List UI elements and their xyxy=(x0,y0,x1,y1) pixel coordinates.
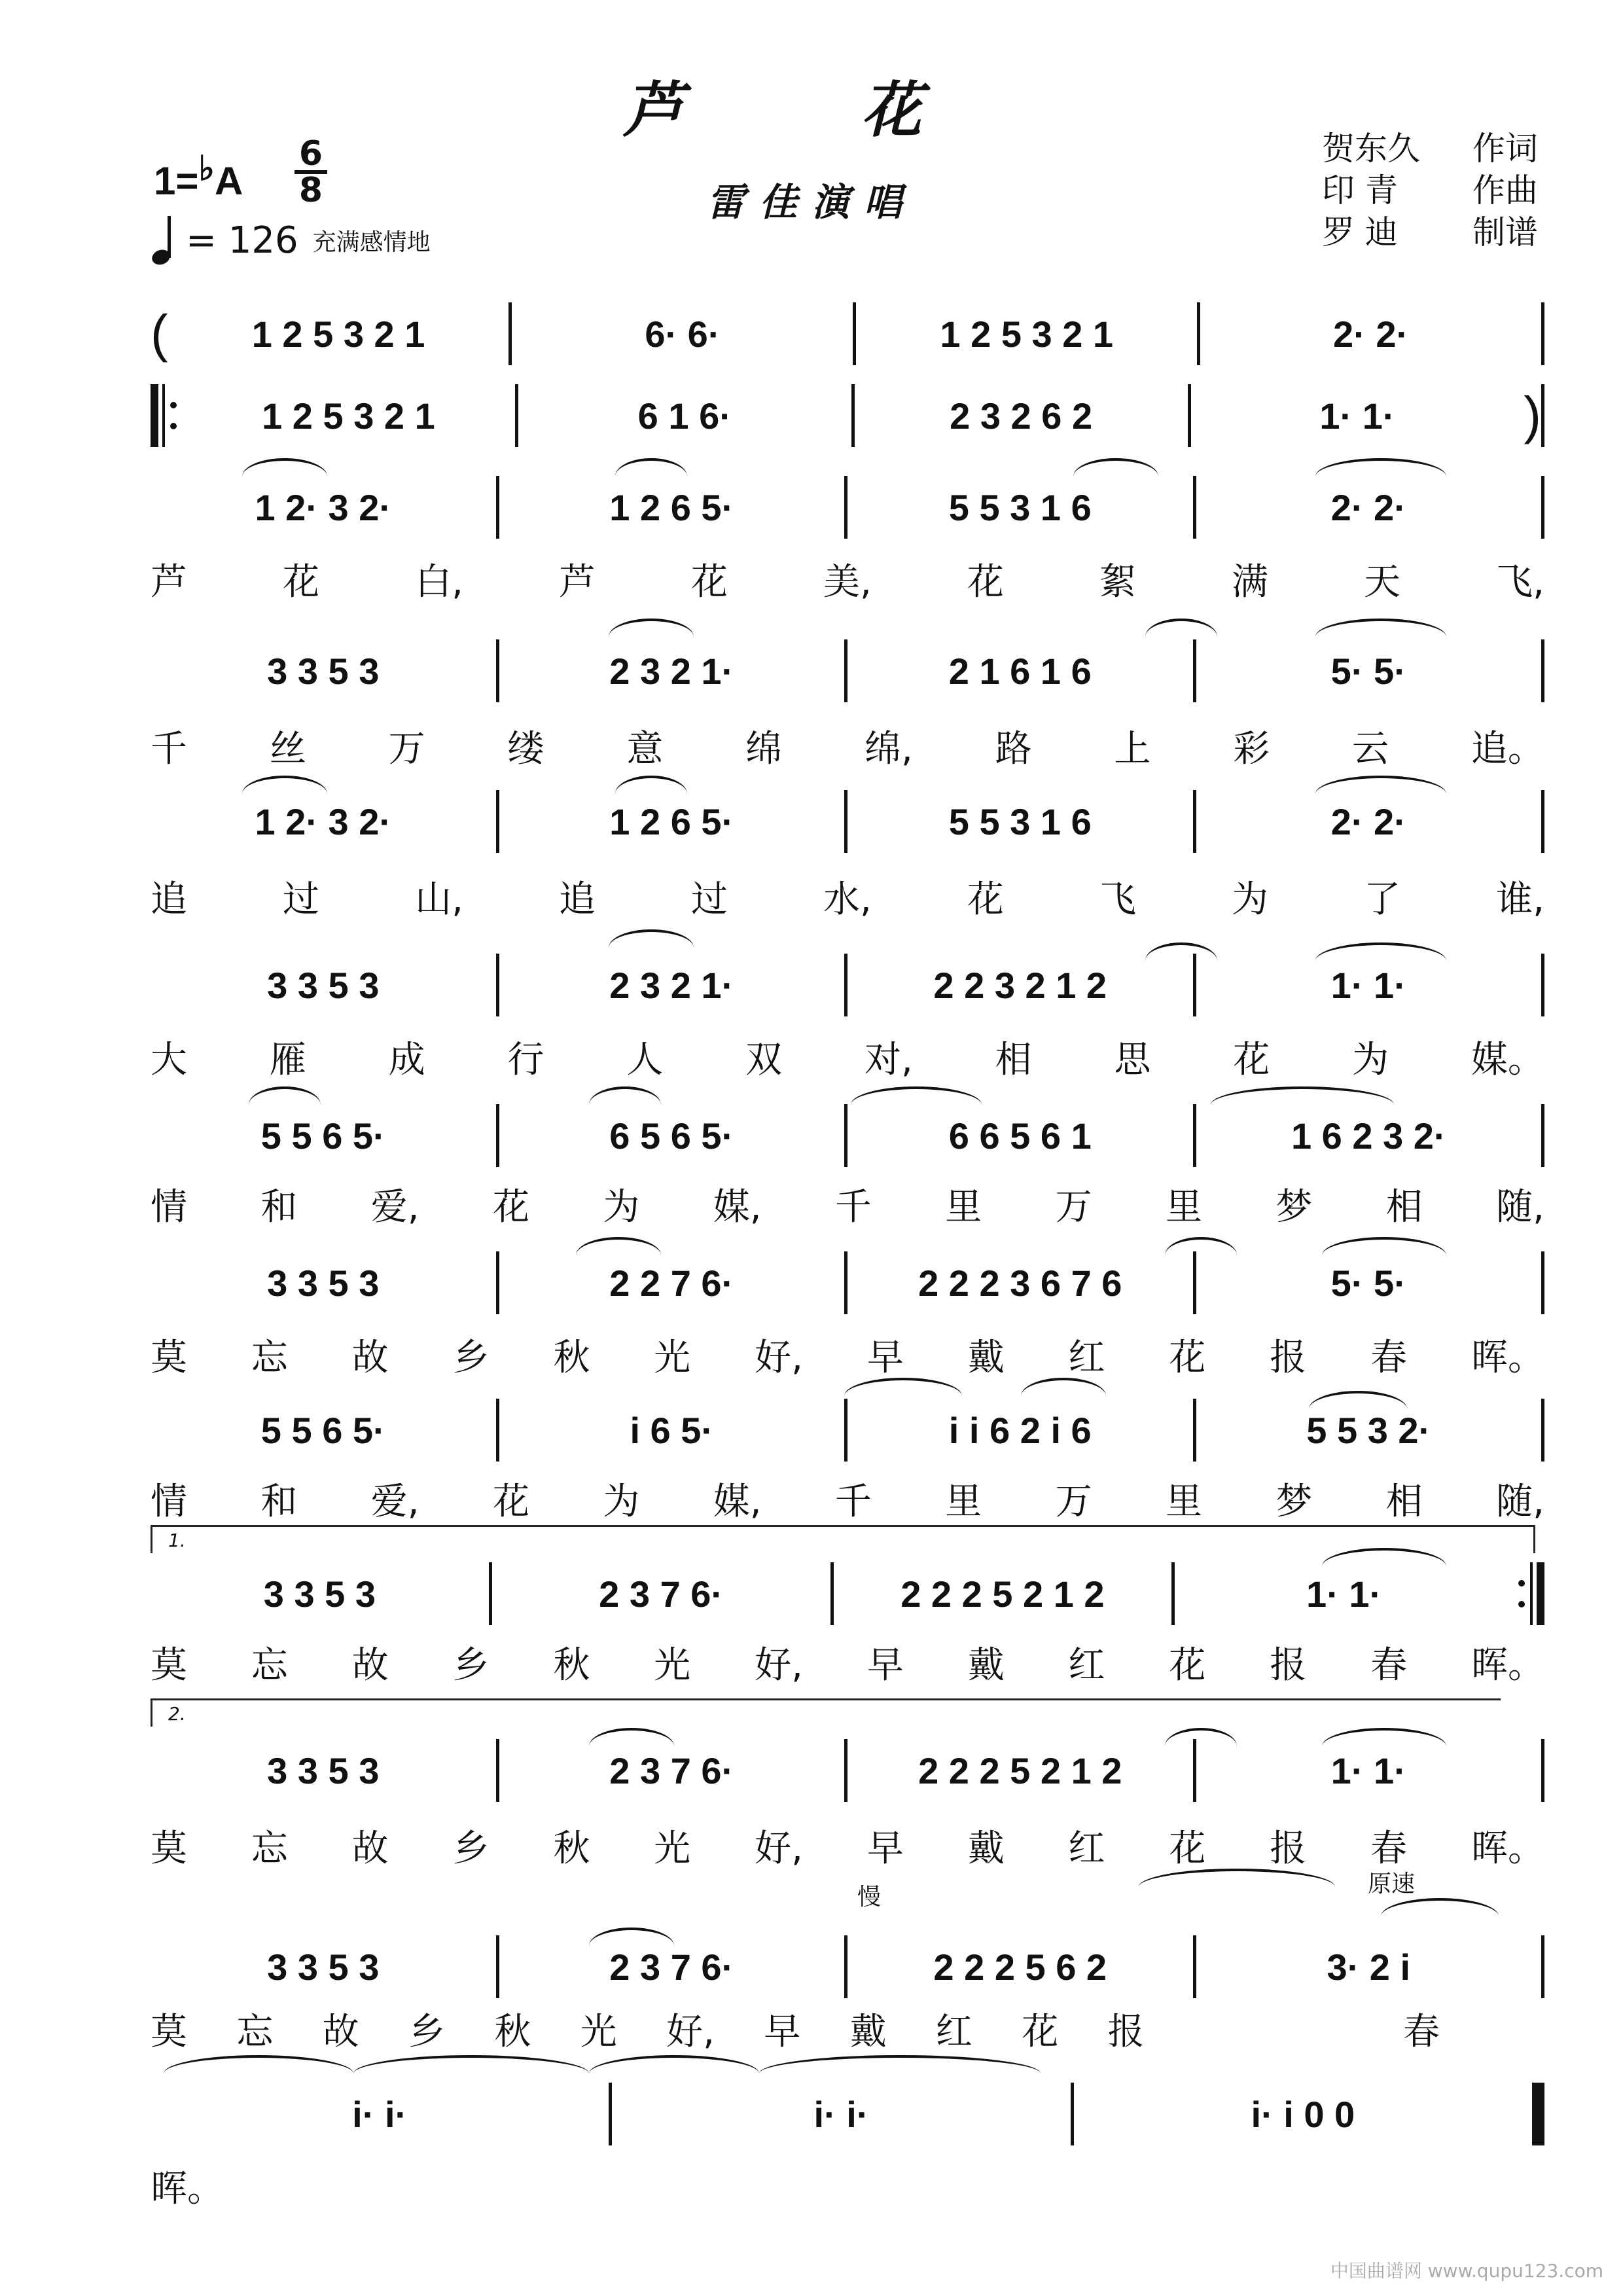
measure: 1 6 2 3 2· xyxy=(1291,1115,1446,1157)
system-10 xyxy=(151,1558,1544,1630)
measure: 2· 2· xyxy=(1330,486,1406,528)
lyrics-line: 莫 忘 故 乡 秋 光 好, 早 戴 红 花 报 春 晖。 xyxy=(151,1644,1544,1687)
measure: 2· 2· xyxy=(1330,800,1406,842)
measure: i· i 0 0 xyxy=(1251,2093,1355,2135)
measure: i· i· xyxy=(352,2093,408,2135)
system-3 xyxy=(151,471,1544,543)
lyrics-line: 莫 忘 故 乡 秋 光 好, 早 戴 红 花 报 春 xyxy=(151,2011,1440,2053)
system-5 xyxy=(151,785,1544,857)
repeat-start-sign xyxy=(151,384,182,447)
measure: 1· 1· xyxy=(1319,395,1395,437)
measure: i i 6 2 i 6 xyxy=(948,1409,1092,1451)
final-barline xyxy=(1532,2083,1544,2145)
lyrics-line: 情 和 爱, 花 为 媒, 千 里 万 里 梦 相 随, xyxy=(151,1480,1544,1523)
measure: 6 1 6· xyxy=(637,395,732,437)
repeat-end-sign xyxy=(1513,1562,1544,1625)
measure: 2 3 2 1· xyxy=(609,964,734,1006)
measure: 2 3 7 6· xyxy=(609,1749,734,1791)
measure: 2 3 2 1· xyxy=(609,650,734,692)
measure: 3 3 5 3 xyxy=(267,1262,380,1304)
measure: 3 3 5 3 xyxy=(267,1946,380,1988)
measure: 1 2· 3 2· xyxy=(255,486,392,528)
system-8 xyxy=(151,1247,1544,1319)
measure: 1· 1· xyxy=(1330,964,1406,1006)
measure: 3 3 5 3 xyxy=(267,650,380,692)
measure: i· i· xyxy=(813,2093,869,2135)
measure: 5 5 3 2· xyxy=(1306,1409,1431,1451)
measure: 5· 5· xyxy=(1330,650,1406,692)
measure: 1· 1· xyxy=(1330,1749,1406,1791)
system-7 xyxy=(151,1100,1544,1172)
open-paren: ( xyxy=(151,304,168,363)
measure: 2 2 7 6· xyxy=(609,1262,734,1304)
measure: 1 2 6 5· xyxy=(609,800,734,842)
measure: i 6 5· xyxy=(630,1409,714,1451)
measure: 1 2 5 3 2 1 xyxy=(262,395,435,437)
system-6 xyxy=(151,949,1544,1021)
lyrics-line: 芦 花 白, 芦 花 美, 花 絮 满 天 飞, xyxy=(151,561,1544,603)
second-ending-bracket: 2. xyxy=(151,1698,1501,1727)
lyrics-line: 情 和 爱, 花 为 媒, 千 里 万 里 梦 相 随, xyxy=(151,1186,1544,1229)
system-11 xyxy=(151,1734,1544,1806)
song-title: 芦 花 xyxy=(622,75,1001,145)
original-tempo-marking: 原速 xyxy=(1368,1871,1416,1897)
measure: 1 2 6 5· xyxy=(609,486,734,528)
system-4 xyxy=(151,635,1544,707)
measure: 1 2· 3 2· xyxy=(255,800,392,842)
measure: 2 2 3 2 1 2 xyxy=(933,964,1107,1006)
lyrics-line: 莫 忘 故 乡 秋 光 好, 早 戴 红 花 报 春 晖。 xyxy=(151,1336,1544,1379)
measure: 6 6 5 6 1 xyxy=(948,1115,1092,1157)
measure: 5· 5· xyxy=(1330,1262,1406,1304)
measure: 6· 6· xyxy=(645,313,721,355)
measure: 2 1 6 1 6 xyxy=(948,650,1092,692)
measure: 6 5 6 5· xyxy=(609,1115,734,1157)
measure: 2 2 2 5 2 1 2 xyxy=(918,1749,1122,1791)
measure: 5 5 3 1 6 xyxy=(948,486,1092,528)
system-repeat-intro xyxy=(151,380,1544,452)
measure: 5 5 6 5· xyxy=(260,1409,385,1451)
tempo-marking: = 126 充满感情地 xyxy=(152,216,431,264)
measure: 1· 1· xyxy=(1306,1573,1382,1615)
singer-credit: 雷佳演唱 xyxy=(706,180,916,224)
measure: 3· 2 i xyxy=(1327,1946,1411,1988)
measure: 2 3 7 6· xyxy=(609,1946,734,1988)
lyrics-line: 晖。 xyxy=(151,2168,224,2210)
measure: 2 3 2 6 2 xyxy=(950,395,1093,437)
lyrics-line: 莫 忘 故 乡 秋 光 好, 早 戴 红 花 报 春 晖。 xyxy=(151,1827,1544,1870)
measure: 3 3 5 3 xyxy=(263,1573,376,1615)
slow-marking: 慢 xyxy=(857,1884,882,1910)
system-9 xyxy=(151,1394,1544,1466)
measure: 2· 2· xyxy=(1333,313,1409,355)
measure: 5 5 6 5· xyxy=(260,1115,385,1157)
time-signature: 6 8 xyxy=(294,139,327,206)
measure: 2 2 2 5 2 1 2 xyxy=(901,1573,1105,1615)
credit-lyricist: 贺东久 作词 xyxy=(1322,130,1538,168)
close-paren: ) xyxy=(1524,386,1542,444)
key-signature: 1=♭A xyxy=(154,150,243,203)
credit-composer: 印 青 作曲 xyxy=(1322,171,1538,209)
lyrics-line: 千 丝 万 缕 意 绵 绵, 路 上 彩 云 追。 xyxy=(151,728,1544,770)
quarter-note-icon xyxy=(152,216,178,264)
measure: 2 2 2 3 6 7 6 xyxy=(918,1262,1122,1304)
measure: 2 2 2 5 6 2 xyxy=(933,1946,1107,1988)
first-ending-bracket: 1. xyxy=(151,1525,1535,1553)
system-intro xyxy=(151,298,1544,370)
measure: 3 3 5 3 xyxy=(267,1749,380,1791)
measure: 3 3 5 3 xyxy=(267,964,380,1006)
system-13 xyxy=(151,2078,1544,2150)
lyrics-line: 追 过 山, 追 过 水, 花 飞 为 了 谁, xyxy=(151,878,1544,921)
measure: 2 3 7 6· xyxy=(599,1573,724,1615)
system-12 xyxy=(151,1931,1544,2003)
measure: 5 5 3 1 6 xyxy=(948,800,1092,842)
credit-arranger: 罗 迪 制谱 xyxy=(1322,213,1538,251)
measure: 1 2 5 3 2 1 xyxy=(251,313,425,355)
credits-block xyxy=(1322,128,1538,253)
measure: 1 2 5 3 2 1 xyxy=(940,313,1114,355)
lyrics-line: 大 雁 成 行 人 双 对, 相 思 花 为 媒。 xyxy=(151,1039,1544,1081)
watermark: 中国曲谱网 www.qupu123.com xyxy=(1330,2260,1603,2282)
